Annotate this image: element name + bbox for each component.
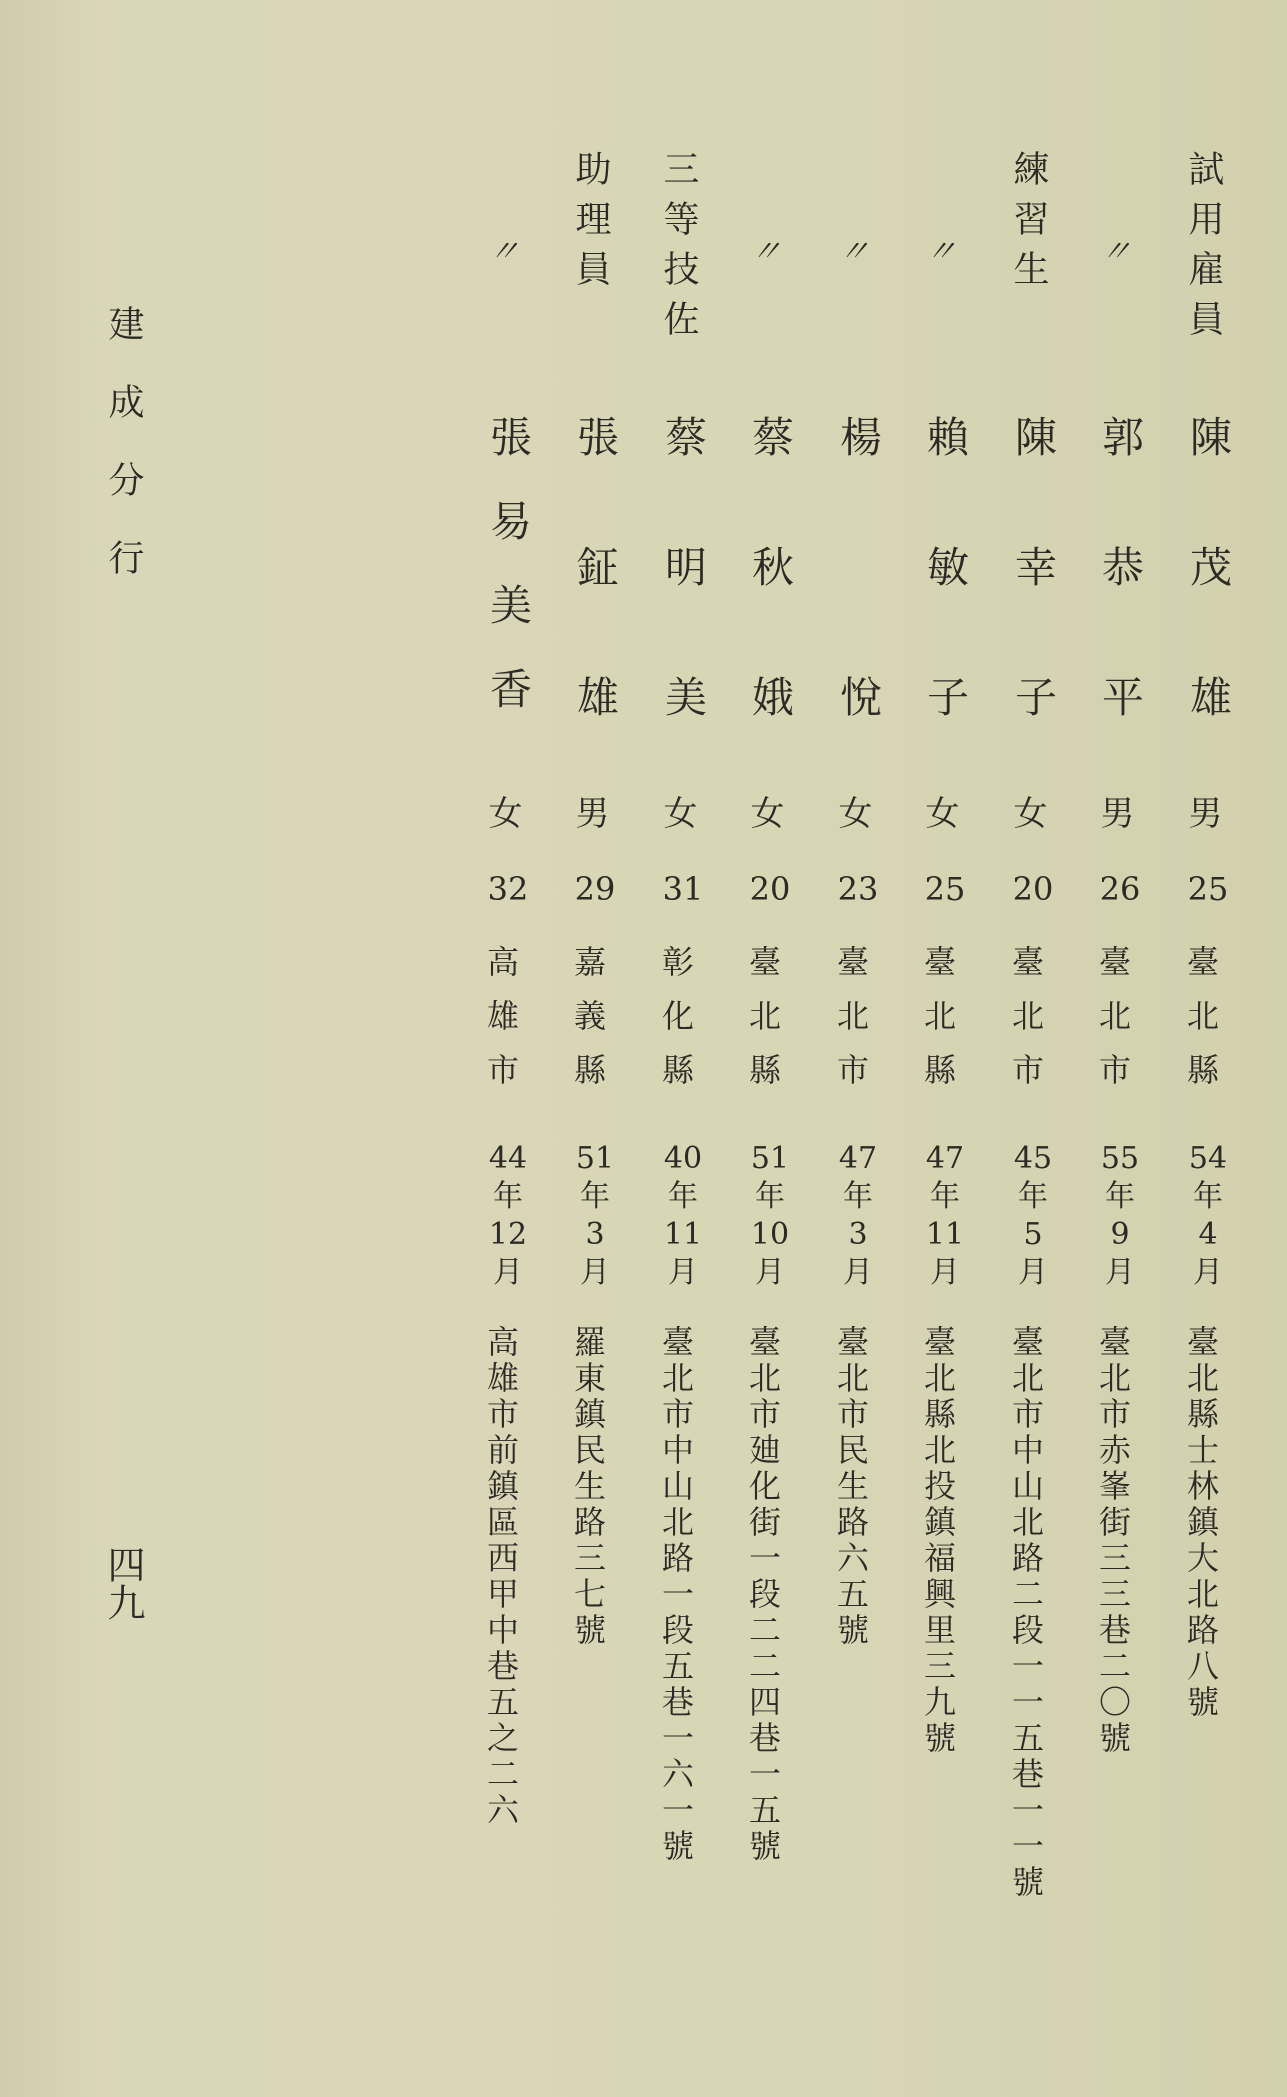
date-part: 年 [1193, 1179, 1223, 1214]
table-row [828, 0, 888, 1900]
date-part: 年 [1105, 1179, 1135, 1214]
rank-cell: 試用雇員 [1183, 150, 1224, 350]
employment-date-cell [1090, 1140, 1150, 1292]
ditto-mark: 〃 [480, 235, 521, 265]
table-row [478, 0, 538, 1900]
name-cell: 賴敏子 [921, 415, 970, 805]
native-place-cell: 臺北市 [1007, 945, 1045, 1107]
native-place-cell: 臺北市 [832, 945, 870, 1107]
date-part: 11 [925, 1217, 965, 1252]
employment-date-cell [653, 1140, 713, 1292]
table-row [740, 0, 800, 1900]
date-part: 12 [488, 1217, 528, 1252]
branch-title: 建成分行 [103, 305, 144, 617]
date-part: 月 [843, 1255, 873, 1290]
date-part: 月 [1193, 1255, 1223, 1290]
age-cell: 20 [749, 870, 791, 908]
employment-date-cell [828, 1140, 888, 1292]
table-row [1090, 0, 1150, 1900]
name-cell: 楊 悅 [834, 415, 883, 805]
age-cell: 31 [662, 870, 704, 908]
date-part: 年 [930, 1179, 960, 1214]
employment-date-cell [740, 1140, 800, 1292]
name-cell: 張易美香 [484, 415, 533, 751]
name-cell: 陳幸子 [1009, 415, 1058, 805]
native-place-cell: 彰化縣 [657, 945, 695, 1107]
gender-cell: 女 [744, 795, 784, 829]
page-number: 四九 [101, 1545, 145, 1621]
date-part: 55 [1100, 1141, 1140, 1176]
date-part: 月 [493, 1255, 523, 1290]
age-cell: 23 [837, 870, 879, 908]
gender-cell: 男 [1182, 795, 1222, 829]
age-cell: 25 [1187, 870, 1229, 908]
native-place-cell: 臺北縣 [744, 945, 782, 1107]
gender-cell: 女 [657, 795, 697, 829]
address-cell: 臺北縣北投鎮福興里三九號 [919, 1325, 957, 1757]
native-place-cell: 臺北縣 [919, 945, 957, 1107]
date-part: 10 [750, 1217, 790, 1252]
date-part: 年 [755, 1179, 785, 1214]
gender-cell: 女 [832, 795, 872, 829]
age-cell: 25 [924, 870, 966, 908]
employment-date-cell [915, 1140, 975, 1292]
native-place-cell: 嘉義縣 [569, 945, 607, 1107]
native-place-cell: 臺北市 [1094, 945, 1132, 1107]
age-cell: 29 [574, 870, 616, 908]
date-part: 年 [580, 1179, 610, 1214]
date-part: 年 [668, 1179, 698, 1214]
table-row [565, 0, 625, 1900]
date-part: 3 [585, 1217, 605, 1252]
date-part: 月 [1018, 1255, 1048, 1290]
address-cell: 臺北縣士林鎮大北路八號 [1182, 1325, 1220, 1721]
gender-cell: 男 [569, 795, 609, 829]
rank-cell: 助理員 [570, 150, 611, 300]
date-part: 月 [668, 1255, 698, 1290]
table-row [1178, 0, 1238, 1900]
gender-cell: 女 [1007, 795, 1047, 829]
employment-date-cell [1178, 1140, 1238, 1292]
name-cell: 張鉦雄 [571, 415, 620, 805]
native-place-cell: 高雄市 [482, 945, 520, 1107]
date-part: 47 [925, 1141, 965, 1176]
ditto-mark: 〃 [830, 235, 871, 265]
gender-cell: 女 [482, 795, 522, 829]
address-cell: 臺北市中山北路二段一一五巷一一號 [1007, 1325, 1045, 1901]
table-row [1003, 0, 1063, 1900]
date-part: 月 [755, 1255, 785, 1290]
date-part: 年 [843, 1179, 873, 1214]
name-cell: 陳茂雄 [1184, 415, 1233, 805]
date-part: 5 [1023, 1217, 1043, 1252]
date-part: 月 [580, 1255, 610, 1290]
date-part: 月 [1105, 1255, 1135, 1290]
date-part: 51 [575, 1141, 615, 1176]
ditto-mark: 〃 [917, 235, 958, 265]
employment-date-cell [478, 1140, 538, 1292]
ditto-mark: 〃 [1092, 235, 1133, 265]
age-cell: 20 [1012, 870, 1054, 908]
employment-date-cell [1003, 1140, 1063, 1292]
address-cell: 高雄市前鎮區西甲中巷五之二六 [482, 1325, 520, 1829]
employment-date-cell [565, 1140, 625, 1292]
rank-cell: 練習生 [1008, 150, 1049, 300]
date-part: 40 [663, 1141, 703, 1176]
date-part: 年 [493, 1179, 523, 1214]
gender-cell: 女 [919, 795, 959, 829]
address-cell: 臺北市中山北路一段五巷一六一號 [657, 1325, 695, 1865]
address-cell: 臺北市民生路六五號 [832, 1325, 870, 1649]
date-part: 年 [1018, 1179, 1048, 1214]
table-row [653, 0, 713, 1900]
age-cell: 32 [487, 870, 529, 908]
ditto-mark: 〃 [742, 235, 783, 265]
table-row [915, 0, 975, 1900]
date-part: 9 [1110, 1217, 1130, 1252]
date-part: 11 [663, 1217, 703, 1252]
date-part: 44 [488, 1141, 528, 1176]
name-cell: 蔡明美 [659, 415, 708, 805]
gender-cell: 男 [1094, 795, 1134, 829]
date-part: 54 [1188, 1141, 1228, 1176]
date-part: 4 [1198, 1217, 1218, 1252]
address-cell: 臺北市廸化街一段二二四巷一五號 [744, 1325, 782, 1865]
address-cell: 臺北市赤峯街三三巷二〇號 [1094, 1325, 1132, 1757]
native-place-cell: 臺北縣 [1182, 945, 1220, 1107]
age-cell: 26 [1099, 870, 1141, 908]
date-part: 月 [930, 1255, 960, 1290]
date-part: 47 [838, 1141, 878, 1176]
rank-cell: 三等技佐 [658, 150, 699, 350]
date-part: 45 [1013, 1141, 1053, 1176]
date-part: 3 [848, 1217, 868, 1252]
date-part: 51 [750, 1141, 790, 1176]
address-cell: 羅東鎮民生路三七號 [569, 1325, 607, 1649]
name-cell: 蔡秋娥 [746, 415, 795, 805]
name-cell: 郭恭平 [1096, 415, 1145, 805]
